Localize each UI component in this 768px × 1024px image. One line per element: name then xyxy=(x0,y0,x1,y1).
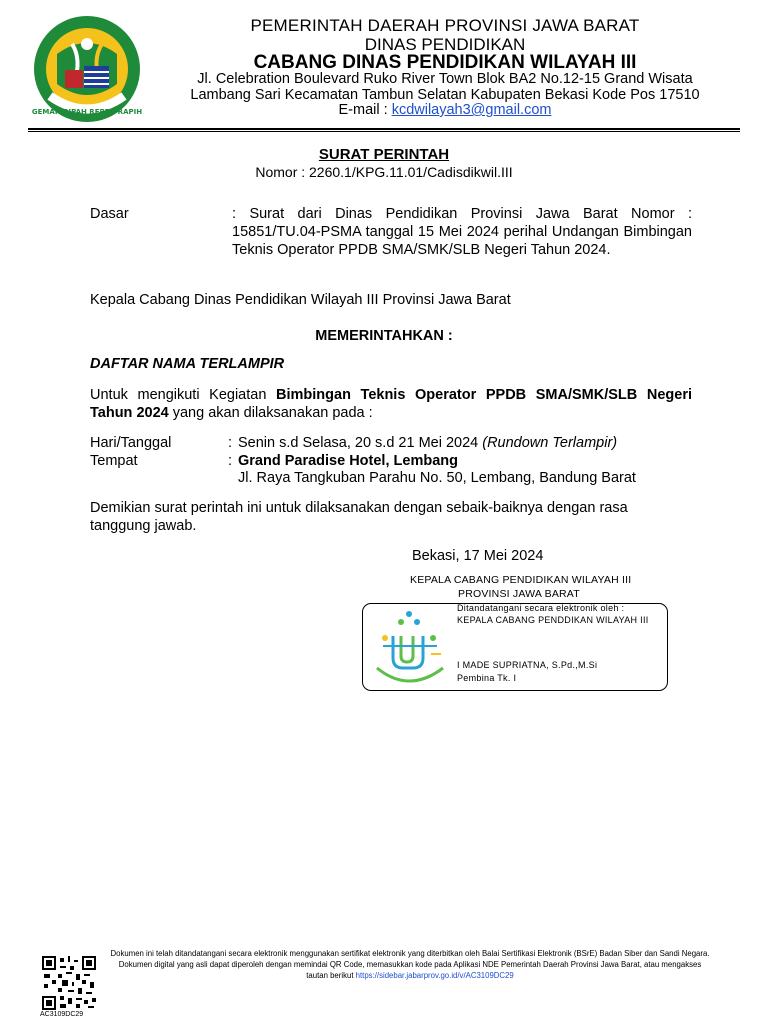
signer-name: I MADE SUPRIATNA, S.Pd.,M.Si xyxy=(457,660,598,670)
qr-code-label: AC3109DC29 xyxy=(40,1011,84,1018)
purpose-activity: Bimbingan Teknis Operator PPDB SMA/SMK/SLB Negeri Tahun 2024 xyxy=(90,387,692,421)
letterhead-agency: DINAS PENDIDIKAN xyxy=(364,35,526,54)
letterhead-address-1: Jl. Celebration Boulevard Ruko River Town Blok BA2 No.12-15 Grand Wisata xyxy=(197,71,693,87)
purpose-prefix: Untuk mengikuti Kegiatan xyxy=(90,387,277,403)
place-name: Grand Paradise Hotel, Lembang xyxy=(238,453,458,469)
place-label: Tempat xyxy=(90,453,138,469)
date-value: Senin s.d Selasa, 20 s.d 21 Mei 2024 xyxy=(238,435,483,451)
dasar-text: : Surat dari Dinas Pendidikan Provinsi Jawa Barat Nomor : 15851/TU.04-PSMA tanggal 15 Mei 2024 perihal Undangan Bimbingan Teknis Operator PPDB SMA/SMK/SLB Negeri Tahun 2024. xyxy=(232,206,692,258)
footer-link[interactable]: https://sidebar.jabarprov.go.id/v/AC3109DC29 xyxy=(355,971,514,980)
logo-motto: GEMAH RIPAH REPEH RAPIH xyxy=(32,108,142,116)
qr-code-icon[interactable] xyxy=(42,956,96,1010)
closing-paragraph: Demikian surat perintah ini untuk dilaksanakan dengan sebaik-baiknya dengan rasa tanggung jawab. xyxy=(90,500,628,534)
signed-position: KEPALA CABANG PENDDIKAN WILAYAH III xyxy=(457,615,649,625)
email-label: E-mail : xyxy=(338,102,392,118)
signature-position-1: KEPALA CABANG PENDIDIKAN WILAYAH III xyxy=(410,574,632,586)
recipients-heading: DAFTAR NAMA TERLAMPIR xyxy=(90,356,285,372)
document-title: SURAT PERINTAH xyxy=(318,146,450,163)
bsre-signature-icon xyxy=(371,606,459,686)
signed-note: Ditandatangani secara elektronik oleh : xyxy=(457,603,625,613)
purpose-paragraph xyxy=(90,386,692,422)
letterhead-divider-thin xyxy=(28,131,740,132)
letterhead-divider xyxy=(28,128,740,130)
date-note: (Rundown Terlampir) xyxy=(482,435,618,451)
footer-text: Dokumen ini telah ditandatangani secara elektronik menggunakan sertifikat elektronik yang diterbitkan oleh Balai Sertifikasi Elektronik (BSrE) Badan Siber dan Sandi Negara. Dokumen digital yang asli dapat diperoleh dengan memindai QR Code, memasukkan kode pada Aplikasi NDE Pemerintah Daerah Provinsi Jawa Barat, atau mengakses tautan berikut xyxy=(110,949,710,980)
signer-rank: Pembina Tk. I xyxy=(457,673,517,683)
date-value-row xyxy=(238,434,617,452)
place-address: Jl. Raya Tangkuban Parahu No. 50, Lembang, Bandung Barat xyxy=(238,470,636,486)
email-link[interactable]: kcdwilayah3@gmail.com xyxy=(391,102,552,118)
signature-position-2: PROVINSI JAWA BARAT xyxy=(458,588,580,600)
letterhead-branch: CABANG DINAS PENDIDIKAN WILAYAH III xyxy=(253,52,637,73)
footer-disclaimer xyxy=(110,948,710,981)
issuer-text: Kepala Cabang Dinas Pendidikan Wilayah III Provinsi Jawa Barat xyxy=(90,292,511,308)
west-java-emblem-logo xyxy=(32,14,142,124)
electronic-signature-box xyxy=(362,603,668,691)
date-label: Hari/Tanggal xyxy=(90,435,172,451)
dasar-label: Dasar xyxy=(90,206,129,222)
date-colon: : xyxy=(228,435,233,451)
document-number: Nomor : 2260.1/KPG.11.01/Cadisdikwil.III xyxy=(255,164,513,180)
purpose-suffix: yang akan dilaksanakan pada : xyxy=(168,405,373,421)
command-heading: MEMERINTAHKAN : xyxy=(315,328,453,344)
place-date: Bekasi, 17 Mei 2024 xyxy=(412,548,544,564)
letterhead-government: PEMERINTAH DAERAH PROVINSI JAWA BARAT xyxy=(250,16,640,35)
place-colon: : xyxy=(228,453,233,469)
letterhead-email-row xyxy=(150,102,740,118)
letterhead-address-2: Lambang Sari Kecamatan Tambun Selatan Kabupaten Bekasi Kode Pos 17510 xyxy=(190,87,700,103)
